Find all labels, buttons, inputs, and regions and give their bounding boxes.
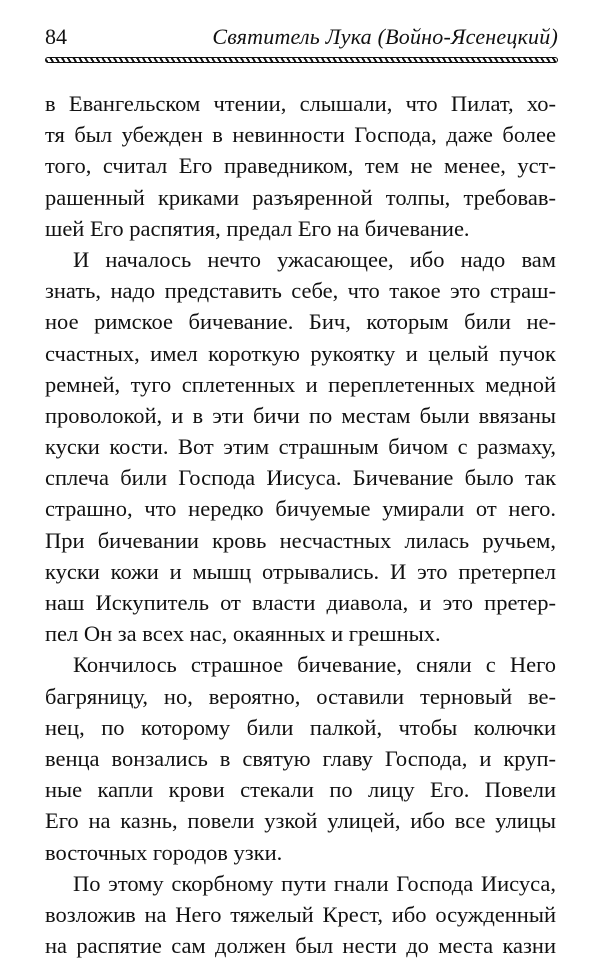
text-line: на распятие сам должен был нести до места казни (45, 933, 556, 959)
text-line: куски кожи и мышц отрывались. И это претерпел (45, 558, 556, 584)
paragraph-2 (45, 244, 556, 649)
text-line: По этому скорбному пути гнали Господа Иисуса, (73, 870, 556, 896)
page-header (45, 20, 558, 50)
decorative-rope-rule (45, 57, 558, 63)
text-line: рашенный криками разъяренной толпы, требовав- (45, 184, 556, 210)
text-line: восточных городов узки. (45, 839, 283, 865)
text-line: И началось нечто ужасающее, ибо надо вам (73, 246, 556, 272)
text-line: в Евангельском чтении, слышали, что Пилат, хо- (45, 91, 556, 116)
text-line: шей Его распятия, предал Его на бичевание. (45, 215, 470, 241)
text-line: Его на казнь, повели узкой улицей, ибо все улицы (45, 808, 556, 834)
text-line: нец, по которому били палкой, чтобы колючки (45, 714, 556, 740)
text-line: знать, надо представить себе, что такое это страш- (45, 278, 556, 304)
text-line: куски кости. Вот этим страшным бичом с размаху, (45, 434, 556, 460)
text-line: счастных, имел короткую рукоятку и целый пучок (45, 340, 556, 366)
text-line: того, считал Его праведником, тем не менее, уст- (45, 153, 556, 179)
text-line: При бичевании кровь несчастных лилась ручьем, (45, 527, 556, 553)
body-text (45, 88, 556, 961)
text-line: возложив на Него тяжелый Крест, ибо осужденный (45, 901, 556, 927)
paragraph-3 (45, 649, 556, 867)
text-line: ное римское бичевание. Бич, которым били не- (45, 309, 556, 335)
running-title: Святитель Лука (Войно-Ясенецкий) (212, 24, 558, 49)
page-number: 84 (45, 24, 67, 49)
text-line: ные капли крови стекали по лицу Его. Повели (45, 777, 556, 803)
text-line: багряницу, но, вероятно, оставили терновый ве- (45, 683, 556, 709)
text-line: ремней, туго сплетенных и переплетенных медной (45, 371, 556, 397)
text-line: страшно, что нередко бичуемые умирали от него. (45, 496, 556, 522)
text-line: сплеча били Господа Иисуса. Бичевание было так (45, 465, 556, 491)
text-line: Кончилось страшное бичевание, сняли с Него (73, 652, 556, 678)
text-line: пел Он за всех нас, окаянных и грешных. (45, 621, 441, 647)
text-line: проволокой, и в эти бичи по местам были ввязаны (45, 402, 556, 428)
text-line: тя был убежден в невинности Господа, даже более (45, 122, 556, 148)
text-line: венца вонзались в святую главу Господа, и круп- (45, 745, 556, 771)
text-line: наш Искупитель от власти диавола, и это претер- (45, 590, 556, 615)
paragraph-1 (45, 88, 556, 244)
paragraph-4 (45, 868, 556, 962)
